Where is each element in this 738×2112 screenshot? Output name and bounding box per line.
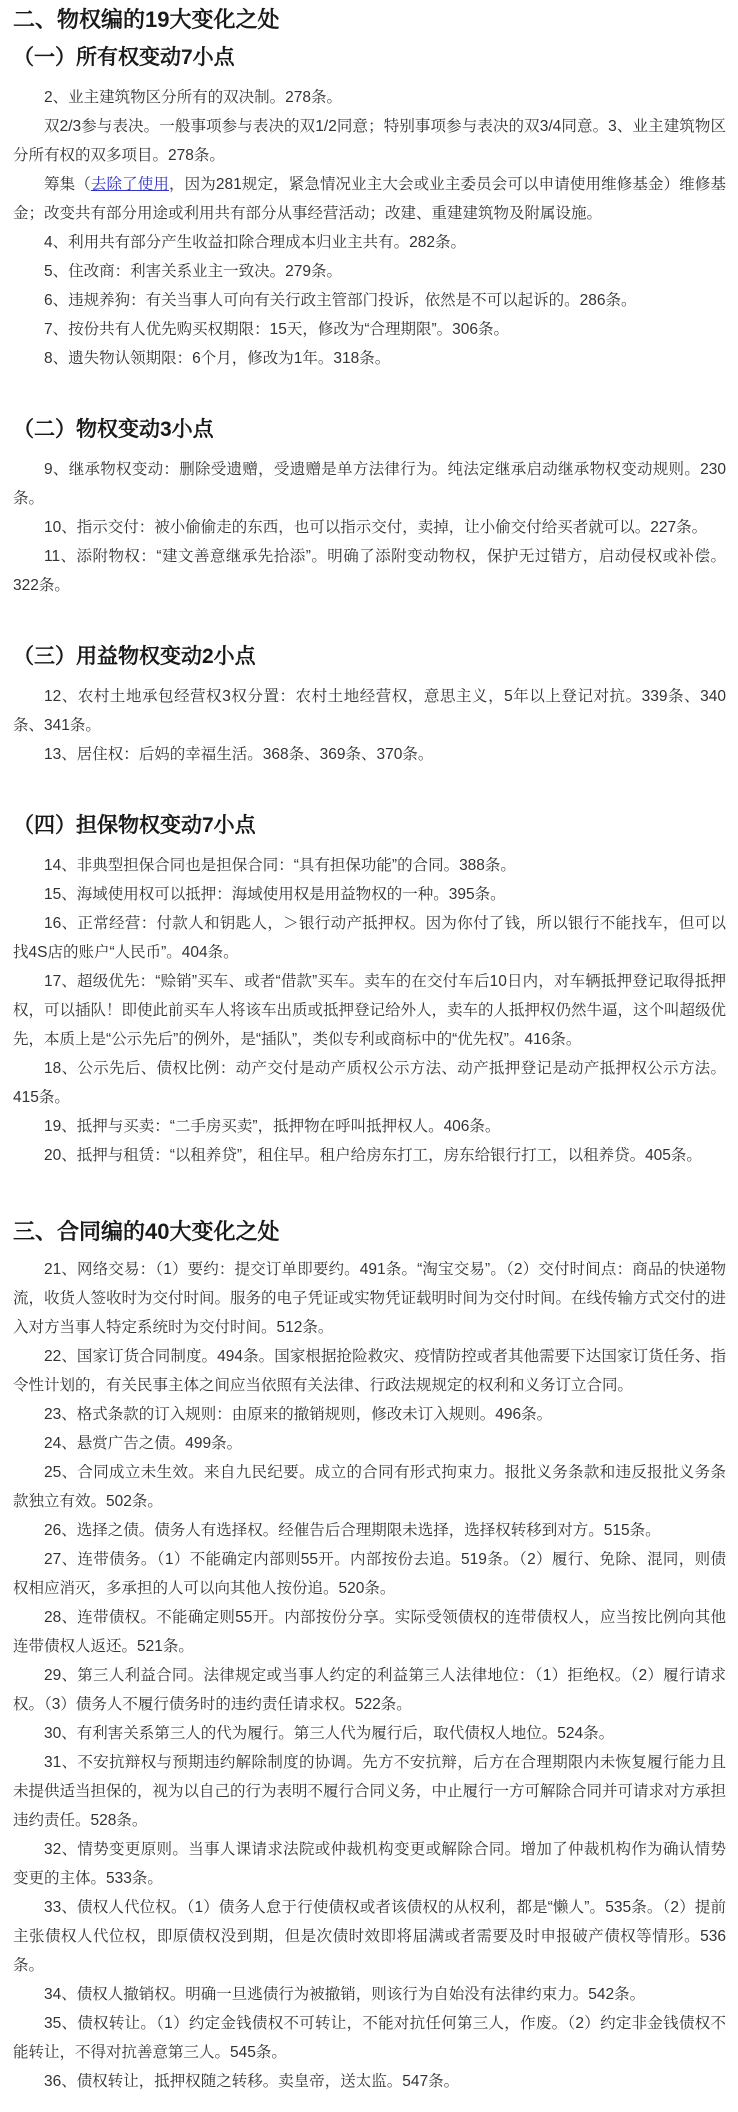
paragraph: 21、网络交易：（1）要约：提交订单即要约。491条。“淘宝交易”。（2）交付时间点：商品的快递物流，收货人签收时为交付时间。服务的电子凭证或实物凭证载明时间为交付时间。在线传输方式交付的进入对方当事人特定系统时为交付时间。512条。 xyxy=(13,1261,727,1336)
section-heading: （一）所有权变动7小点 xyxy=(13,46,235,69)
paragraph: 15、海域使用权可以抵押：海域使用权是用益物权的一种。395条。 xyxy=(44,886,506,903)
paragraph: 26、选择之债。债务人有选择权。经催告后合理期限未选择，选择权转移到对方。515条。 xyxy=(44,1522,661,1539)
paragraph: 27、连带债务。（1）不能确定内部则55开。内部按份去追。519条。（2）履行、免除、混同，则债权相应消灭，多承担的人可以向其他人按份追。520条。 xyxy=(13,1551,726,1597)
paragraph: 25、合同成立未生效。来自九民纪要。成立的合同有形式拘束力。报批义务条款和违反报批义务条款独立有效。502条。 xyxy=(13,1464,726,1510)
paragraph: 34、债权人撤销权。明确一旦逃债行为被撤销，则该行为自始没有法律约束力。542条。 xyxy=(44,1986,646,2003)
paragraph: 11、添附物权：“建文善意继承先拾添”。明确了添附变动物权，保护无过错方，启动侵权或补偿。322条。 xyxy=(13,548,726,594)
text-run: ，因为281规定，紧急情况业主大会或业主委员会可以申请使用维修基金）维修基金；改变共有部分用途或利用共有部分从事经营活动；改建、重建建筑物及附属设施。 xyxy=(13,176,726,222)
paragraph: 36、债权转让，抵押权随之转移。卖皇帝，送太监。547条。 xyxy=(44,2073,460,2090)
paragraph: 4、利用共有部分产生收益扣除合理成本归业主共有。282条。 xyxy=(44,234,466,251)
paragraph: 14、非典型担保合同也是担保合同：“具有担保功能”的合同。388条。 xyxy=(44,857,516,874)
main-heading: 三、合同编的40大变化之处 xyxy=(13,1219,280,1244)
paragraph: 31、不安抗辩权与预期违约解除制度的协调。先方不安抗辩，后方在合理期限内未恢复履行能力且未提供适当担保的，视为以自己的行为表明不履行合同义务，中止履行一方可解除合同并可请求对方承担违约责任。528条。 xyxy=(13,1754,727,1829)
paragraph: 19、抵押与买卖：“二手房买卖”，抵押物在呼叫抵押权人。406条。 xyxy=(44,1118,501,1135)
paragraph: 28、连带债权。不能确定则55开。内部按份分享。实际受领债权的连带债权人，应当按比例向其他连带债权人返还。521条。 xyxy=(13,1609,726,1655)
paragraph: 24、悬赏广告之债。499条。 xyxy=(44,1435,243,1452)
section-heading: （三）用益物权变动2小点 xyxy=(13,645,256,668)
paragraph: 13、居住权：后妈的幸福生活。368条、369条、370条。 xyxy=(44,746,434,763)
main-heading: 二、物权编的19大变化之处 xyxy=(13,7,280,32)
paragraph: 12、农村土地承包经营权3权分置：农村土地经营权，意思主义，5年以上登记对抗。339条、340条、341条。 xyxy=(13,688,726,734)
paragraph: 10、指示交付：被小偷偷走的东西，也可以指示交付，卖掉，让小偷交付给买者就可以。227条。 xyxy=(44,519,708,536)
paragraph: 9、继承物权变动：删除受遗赠，受遗赠是单方法律行为。纯法定继承启动继承物权变动规则。230条。 xyxy=(13,461,726,507)
paragraph: 16、正常经营：付款人和钥匙人，＞银行动产抵押权。因为你付了钱，所以银行不能找车，但可以找4S店的账户“人民币”。404条。 xyxy=(13,915,726,961)
paragraph: 7、按份共有人优先购买权期限：15天，修改为“合理期限”。306条。 xyxy=(44,321,510,338)
paragraph: 17、超级优先：“赊销”买车、或者“借款”买车。卖车的在交付车后10日内，对车辆抵押登记取得抵押权，可以插队！即使此前买车人将该车出质或抵押登记给外人，卖车的人抵押权仍然牛逼，这个叫超级优先，本质上是“公示先后”的例外，是“插队”，类似专利或商标中的“优先权”。416条。 xyxy=(13,973,727,1048)
section-heading: （四）担保物权变动7小点 xyxy=(13,814,256,837)
paragraph: 2、业主建筑物区分所有的双决制。278条。 xyxy=(44,89,342,106)
paragraph: 8、遗失物认领期限：6个月，修改为1年。318条。 xyxy=(44,350,391,367)
paragraph: 29、第三人利益合同。法律规定或当事人约定的利益第三人法律地位：（1）拒绝权。（2）履行请求权。（3）债务人不履行债务时的违约责任请求权。522条。 xyxy=(13,1667,726,1713)
paragraph: 双2/3参与表决。一般事项参与表决的双1/2同意；特别事项参与表决的双3/4同意。3、业主建筑物区分所有权的双多项目。278条。 xyxy=(13,118,726,164)
paragraph: 32、情势变更原则。当事人课请求法院或仲裁机构变更或解除合同。增加了仲裁机构作为确认情势变更的主体。533条。 xyxy=(13,1841,726,1887)
paragraph: 33、债权人代位权。（1）债务人怠于行使债权或者该债权的从权利，都是“懒人”。535条。（2）提前主张债权人代位权，即原债权没到期，但是次债时效即将届满或者需要及时申报破产债权等情形。536条。 xyxy=(13,1899,726,1974)
paragraph: 22、国家订货合同制度。494条。国家根据抢险救灾、疫情防控或者其他需要下达国家订货任务、指令性计划的，有关民事主体之间应当依照有关法律、行政法规规定的权利和义务订立合同。 xyxy=(13,1348,726,1394)
paragraph: 6、违规养狗：有关当事人可向有关行政主管部门投诉，依然是不可以起诉的。286条。 xyxy=(44,292,637,309)
paragraph: 23、格式条款的订入规则：由原来的撤销规则，修改未订入规则。496条。 xyxy=(44,1406,553,1423)
paragraph: 20、抵押与租赁：“以租养贷”，租住早。租户给房东打工，房东给银行打工，以租养贷。405条。 xyxy=(44,1147,702,1164)
paragraph xyxy=(13,170,726,228)
text-run: 筹集（ xyxy=(44,176,91,193)
paragraph: 30、有利害关系第三人的代为履行。第三人代为履行后，取代债权人地位。524条。 xyxy=(44,1725,615,1742)
paragraph: 5、住改商：利害关系业主一致决。279条。 xyxy=(44,263,342,280)
section-heading: （二）物权变动3小点 xyxy=(13,418,214,441)
paragraph: 18、公示先后、债权比例：动产交付是动产质权公示方法、动产抵押登记是动产抵押权公示方法。415条。 xyxy=(13,1060,726,1106)
inline-link[interactable]: 去除了使用 xyxy=(90,176,169,193)
paragraph: 35、债权转让。（1）约定金钱债权不可转让，不能对抗任何第三人，作废。（2）约定非金钱债权不能转让，不得对抗善意第三人。545条。 xyxy=(13,2015,726,2061)
